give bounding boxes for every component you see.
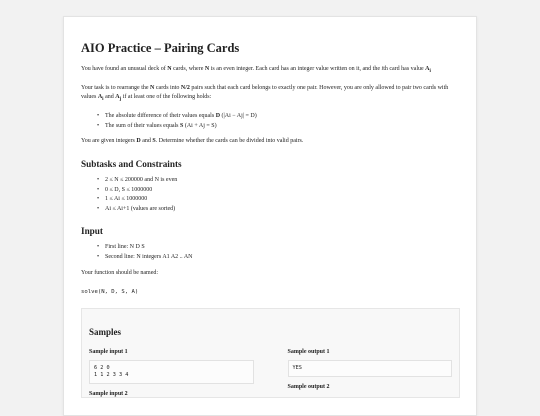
list-item: • The absolute difference of their values equals D (|Ai − Aj| = D): [97, 112, 460, 122]
list-item: • Ai ≤ Ai+1 (values are sorted): [97, 205, 460, 215]
sample-output-1-box: [288, 360, 453, 377]
sample-inputs-column: [89, 348, 254, 402]
intro-paragraph-2: Your task is to rearrange the N cards into N/2 pairs such that each card belongs to exactly one pair. However, you are only allowed to pair two cards with values $A_i$ and $A_j$ if at least one of the following holds:: [81, 84, 449, 103]
sample-input-1-line-2: 1 1 2 3 3 4: [94, 372, 129, 379]
sample-input-1-label: Sample input 1: [89, 349, 128, 356]
problem-card: [63, 16, 477, 416]
function-signature: solve(N, D, S, A): [81, 289, 139, 296]
intro-paragraph-3: You are given integers D and S. Determine whether the cards can be divided into valid pairs.: [81, 138, 304, 145]
list-item: • First line: N D S: [97, 243, 460, 253]
list-item: • 2 ≤ N ≤ 200000 and N is even: [97, 176, 460, 186]
sample-input-1-line-1: 6 2 0: [94, 365, 110, 372]
sample-input-1-box: [89, 360, 254, 384]
list-item: • 0 ≤ D, S ≤ 1000000: [97, 186, 460, 196]
samples-heading: Samples: [89, 327, 122, 338]
page-title: AIO Practice – Pairing Cards: [81, 41, 240, 55]
sample-output-2-label: Sample output 2: [287, 384, 330, 391]
sample-output-1-label: Sample output 1: [287, 349, 330, 356]
intro-paragraph-1: You have found an unusual deck of N cards, where N is an even integer. Each card has an integer value written on it, and the ith card has value $A_i$: [81, 66, 431, 75]
sample-output-1-value: YES: [292, 365, 302, 372]
function-name-label: Your function should be named:: [81, 269, 159, 276]
subtasks-heading: Subtasks and Constraints: [81, 158, 182, 169]
list-item: • Second line: N integers A1 A2 .. AN: [97, 253, 460, 263]
sample-outputs-column: [288, 348, 453, 402]
list-item: • The sum of their values equals S (Ai + Aj = S): [97, 122, 460, 132]
constraints-list: [97, 176, 460, 214]
samples-panel: [81, 308, 460, 398]
pairing-conditions-list: [97, 112, 460, 131]
input-heading: Input: [81, 226, 103, 237]
list-item: • 1 ≤ Ai ≤ 1000000: [97, 195, 460, 205]
input-format-list: [97, 243, 460, 262]
sample-input-2-label: Sample input 2: [89, 391, 128, 398]
